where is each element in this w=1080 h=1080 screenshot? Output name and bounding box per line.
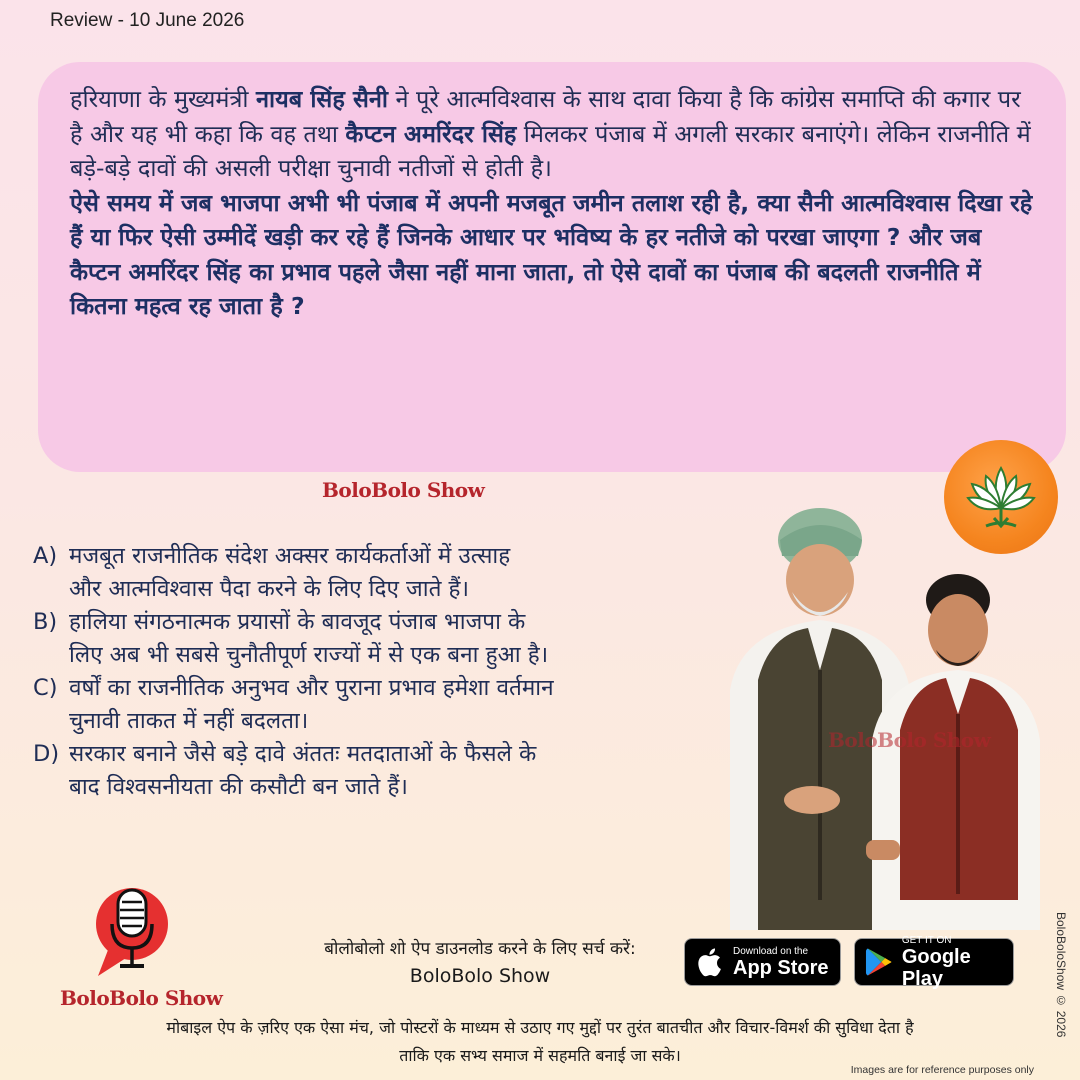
footer-line-1: मोबाइल ऐप के ज़रिए एक ऐसा मंच, जो पोस्टरों के माध्यम से उठाए गए मुद्दों पर तुरंत बातचीत और विचार-विमर्श की सुविधा देता है [166, 1018, 914, 1037]
app-store-label: App Store [733, 956, 829, 979]
footer-line-2: ताकि एक सभ्य समाज में सहमति बनाई जा सके। [399, 1046, 681, 1065]
option-text: मजबूत राजनीतिक संदेश अक्सर कार्यकर्ताओं में उत्साह [69, 543, 511, 569]
answer-options [33, 540, 713, 804]
google-play-button[interactable] [854, 934, 1014, 990]
download-text: बोलोबोलो शो ऐप डाउनलोड करने के लिए सर्च करें: [324, 939, 636, 959]
option-b[interactable] [33, 606, 713, 672]
name-highlight-saini: नायब सिंह सैनी [255, 85, 388, 113]
image-disclaimer: Images are for reference purposes only [850, 1064, 1034, 1076]
option-letter: C) [33, 675, 58, 701]
photo-watermark: BoloBolo Show [828, 728, 991, 752]
option-text: हालिया संगठनात्मक प्रयासों के बावजूद पंजाब भाजपा के [69, 609, 526, 635]
copyright-text: BoloBoloShow © 2026 [1054, 912, 1068, 1038]
option-c[interactable] [33, 672, 713, 738]
review-date: Review - 10 June 2026 [50, 10, 245, 31]
app-store-small: Download on the [733, 945, 809, 957]
option-text-cont: लिए अब भी सबसे चुनौतीपूर्ण राज्यों में से एक बना हुआ है। [69, 642, 549, 668]
google-play-icon [865, 946, 894, 978]
leaders-photo [700, 500, 1045, 930]
apple-icon [697, 946, 725, 978]
option-letter: A) [33, 543, 58, 569]
brand-watermark: BoloBolo Show [322, 478, 485, 502]
question-main: ऐसे समय में जब भाजपा अभी भी पंजाब में अपनी मजबूत जमीन तलाश रही है, क्या सैनी आत्मविश्वास दिखा रहे हैं या फिर ऐसी उम्मीदें खड़ी कर रहे हैं जिनके आधार पर भविष्य के हर नतीजे को परखा जाएगा ? और जब कैप्टन अमरिंदर सिंह का प्रभाव पहले जैसा नहीं माना जाता, तो ऐसे दावों का पंजाब की बदलती राजनीति में कितना महत्व रह जाता है ? [70, 188, 1033, 320]
download-search-term: BoloBolo Show [409, 965, 551, 987]
option-text: वर्षों का राजनीतिक अनुभव और पुराना प्रभाव हमेशा वर्तमान [69, 675, 554, 701]
google-play-small: GET IT ON [901, 934, 952, 946]
option-d[interactable] [33, 738, 713, 804]
google-play-label: Google Play [901, 945, 971, 990]
intro-text-2: ने पूरे आत्मविश्वास के साथ दावा किया है कि कांग्रेस समाप्ति की कगार पर है और यह भी कहा कि वह तथा [70, 85, 1021, 148]
intro-text-3: मिलकर पंजाब में अगली सरकार बनाएंगे। लेकिन राजनीति में बड़े-बड़े दावों की असली परीक्षा चुनावी नतीजों से होती है। [70, 119, 1031, 182]
option-a[interactable] [33, 540, 713, 606]
app-store-button[interactable] [684, 938, 841, 986]
question-intro [70, 82, 1036, 186]
option-letter: D) [33, 741, 60, 767]
option-text-cont: चुनावी ताकत में नहीं बदलता। [69, 708, 309, 734]
intro-text-1: हरियाणा के मुख्यमंत्री [70, 85, 256, 113]
option-text-cont: और आत्मविश्वास पैदा करने के लिए दिए जाते हैं। [69, 576, 470, 602]
microphone-icon [88, 884, 180, 984]
download-instruction [290, 936, 670, 990]
option-letter: B) [33, 609, 58, 635]
question-card [38, 62, 1066, 472]
footer-description [0, 1014, 1080, 1070]
name-highlight-amarinder: कैप्टन अमरिंदर सिंह [345, 119, 517, 148]
brand-name: BoloBolo Show [60, 986, 223, 1010]
option-text-cont: बाद विश्वसनीयता की कसौटी बन जाते हैं। [69, 774, 408, 800]
option-text: सरकार बनाने जैसे बड़े दावे अंततः मतदाताओं के फैसले के [69, 741, 537, 767]
